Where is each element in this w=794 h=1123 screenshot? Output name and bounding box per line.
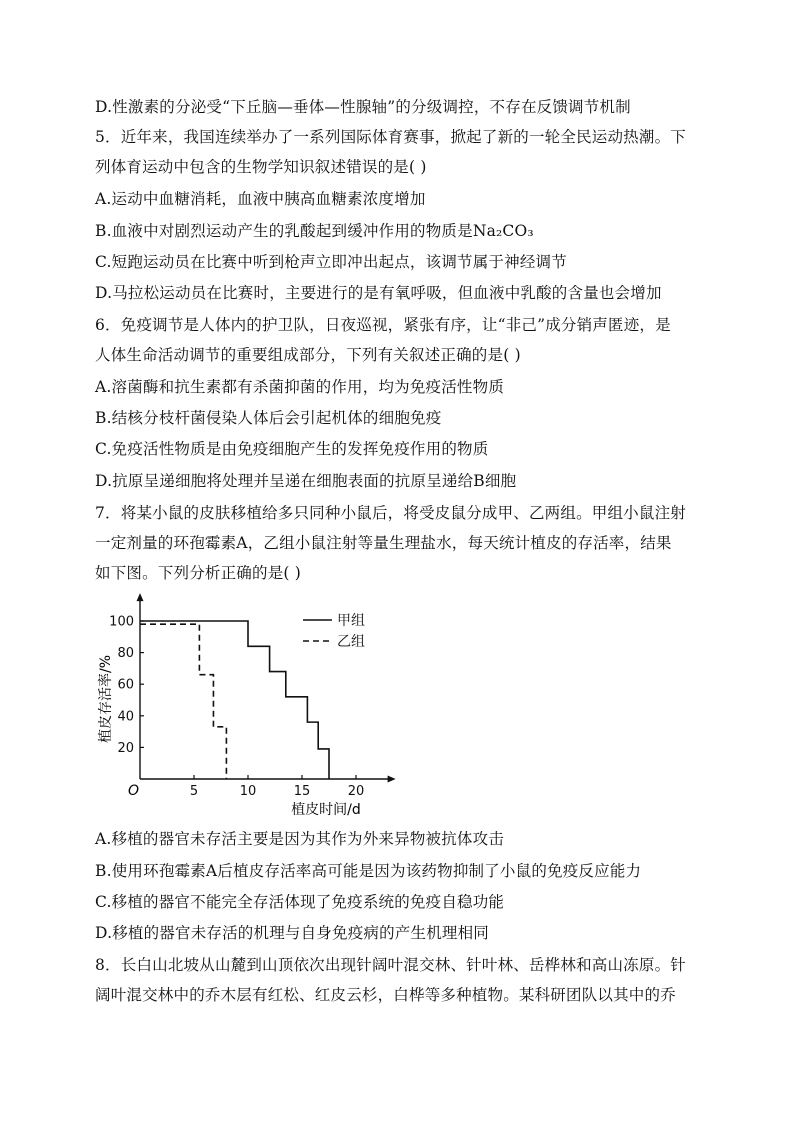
y-tick-label: 60 <box>117 677 134 693</box>
series-line-yi <box>140 624 226 779</box>
y-axis-arrow <box>137 593 144 601</box>
question-8-line-1: 8．长白山北坡从山麓到山顶依次出现针阔叶混交林、针叶林、岳桦林和高山冻原。针 <box>95 956 686 974</box>
y-tick-label: 80 <box>117 646 134 662</box>
series-line-jia <box>140 621 329 779</box>
chart-legend <box>303 613 365 650</box>
legend-label: 乙组 <box>337 634 365 650</box>
option-6c: C.免疫活性物质是由免疫细胞产生的发挥免疫作用的物质 <box>95 440 489 458</box>
option-7d: D.移植的器官未存活的机理与自身免疫病的产生机理相同 <box>95 924 490 942</box>
x-tick-label: 10 <box>239 784 257 799</box>
chart-ticks <box>109 615 364 800</box>
option-7a: A.移植的器官未存活主要是因为其作为外来异物被抗体攻击 <box>95 830 505 848</box>
y-axis-label: 植皮存活率/% <box>98 654 114 744</box>
survival-chart <box>88 592 408 822</box>
question-6-line-2: 人体生命活动调节的重要组成部分，下列有关叙述正确的是( ) <box>95 346 521 364</box>
option-6d: D.抗原呈递细胞将处理并呈递在细胞表面的抗原呈递给B细胞 <box>95 472 517 490</box>
chart-series <box>140 621 329 779</box>
y-tick-label: 20 <box>117 740 134 756</box>
y-tick-label: 100 <box>109 614 134 630</box>
option-5b: B.血液中对剧烈运动产生的乳酸起到缓冲作用的物质是Na₂CO₃ <box>95 222 534 240</box>
x-tick-label: 15 <box>293 784 311 799</box>
x-axis-arrow <box>388 776 396 783</box>
y-tick-label: 40 <box>117 709 134 725</box>
legend-label: 甲组 <box>337 613 365 629</box>
x-axis-label: 植皮时间/d <box>291 802 361 818</box>
origin-label: O <box>128 783 140 799</box>
x-tick-label: 20 <box>347 784 365 799</box>
question-5-line-2: 列体育运动中包含的生物学知识叙述错误的是( ) <box>95 158 427 176</box>
option-5d: D.马拉松运动员在比赛时，主要进行的是有氧呼吸，但血液中乳酸的含量也会增加 <box>95 284 662 302</box>
option-4d: D.性激素的分泌受“下丘脑—垂体—性腺轴”的分级调控，不存在反馈调节机制 <box>95 98 631 116</box>
question-5-line-1: 5．近年来，我国连续举办了一系列国际体育赛事，掀起了新的一轮全民运动热潮。下 <box>95 128 686 146</box>
survival-chart-svg <box>88 592 408 822</box>
question-7-line-3: 如下图。下列分析正确的是( ) <box>95 564 302 582</box>
question-7-line-1: 7．将某小鼠的皮肤移植给多只同种小鼠后，将受皮鼠分成甲、乙两组。甲组小鼠注射 <box>95 504 686 522</box>
option-5c: C.短跑运动员在比赛中听到枪声立即冲出起点，该调节属于神经调节 <box>95 253 567 271</box>
option-7b: B.使用环孢霉素A后植皮存活率高可能是因为该药物抑制了小鼠的免疫反应能力 <box>95 862 642 880</box>
option-6b: B.结核分枝杆菌侵染人体后会引起机体的细胞免疫 <box>95 409 442 427</box>
option-6a: A.溶菌酶和抗生素都有杀菌抑菌的作用，均为免疫活性物质 <box>95 378 505 396</box>
x-tick-label: 5 <box>189 784 199 799</box>
option-5a: A.运动中血糖消耗，血液中胰高血糖素浓度增加 <box>95 190 426 208</box>
question-8-line-2: 阔叶混交林中的乔木层有红松、红皮云杉，白桦等多种植物。某科研团队以其中的乔 <box>95 986 676 1004</box>
option-7c: C.移植的器官不能完全存活体现了免疫系统的免疫自稳功能 <box>95 893 505 911</box>
question-7-line-2: 一定剂量的环孢霉素A，乙组小鼠注射等量生理盐水，每天统计植皮的存活率，结果 <box>95 534 672 552</box>
question-6-line-1: 6．免疫调节是人体内的护卫队，日夜巡视，紧张有序，让“非己”成分销声匿迹，是 <box>95 316 671 334</box>
